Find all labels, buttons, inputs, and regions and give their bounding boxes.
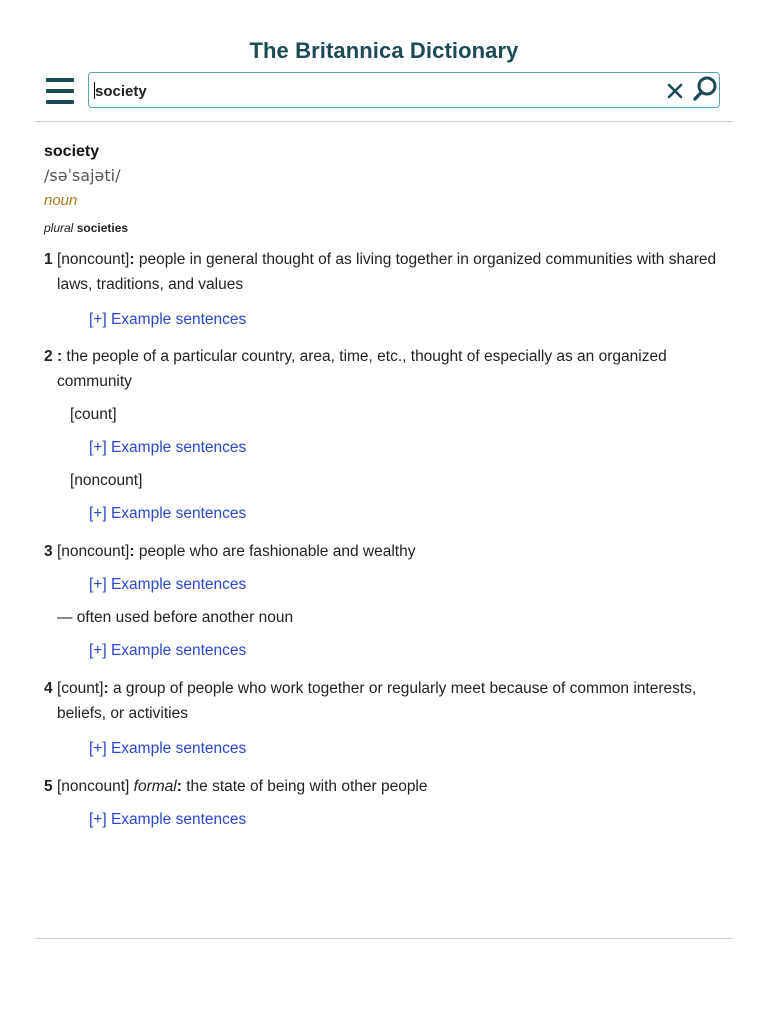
grammar-label: [count] [56,680,104,697]
sense-colon: : [176,778,182,795]
plural-form: societies [76,221,129,235]
grammar-label: [count] [70,406,117,423]
sense-number: 5 [44,778,53,795]
definition-3 [44,539,724,564]
sense-colon: : [56,348,63,365]
text-caret [94,82,95,99]
usage-note: — often used before another noun [57,609,294,626]
grammar-label: [noncount] [56,251,130,268]
sense-colon: : [129,251,135,268]
sense-number: 1 [44,251,53,268]
sense-colon: : [103,680,109,697]
style-label: formal [133,778,177,795]
definition-text: the state of being with other people [186,778,428,795]
sense-number: 4 [44,680,53,697]
grammar-label: [noncount] [56,543,130,560]
example-sentences-link[interactable]: [+] Example sentences [89,576,247,593]
sense-colon: : [129,543,135,560]
definition-5 [44,774,724,799]
example-sentences-link[interactable]: [+] Example sentences [89,811,247,828]
definition-1 [44,247,724,297]
pronunciation: /səˈsajəti/ [44,166,121,185]
sense-number: 2 [44,348,53,365]
app-title: The Britannica Dictionary [249,38,519,63]
footer-divider [35,938,733,939]
inflection [44,213,724,243]
menu-bar [46,89,74,93]
search-input[interactable] [93,76,657,106]
menu-bar [46,100,74,104]
clear-search-button[interactable] [664,78,688,102]
plural-label: plural [44,221,74,235]
definition-text: people in general thought of as living together in organized communities with shared laws, traditions, and values [57,251,717,293]
definition-text: the people of a particular country, area, time, etc., thought of especially as an organized community [57,348,667,390]
grammar-label: [noncount] [70,472,143,489]
hamburger-menu-icon [46,78,74,82]
headword: society [44,143,100,160]
example-sentences-link[interactable]: [+] Example sentences [89,642,247,659]
definition-2 [44,344,724,394]
dictionary-entry [44,141,724,832]
sense-number: 3 [44,543,53,560]
example-sentences-link[interactable]: [+] Example sentences [89,505,247,522]
definition-text: people who are fashionable and wealthy [138,543,416,560]
search-box [88,72,720,108]
header-divider [35,121,733,122]
menu-button[interactable] [46,78,74,104]
example-sentences-link[interactable]: [+] Example sentences [89,311,247,328]
part-of-speech: noun [44,192,78,209]
search-button[interactable] [691,74,719,104]
definition-4 [44,676,724,726]
definition-text: a group of people who work together or regularly meet because of common interests, beliefs, or activities [57,680,697,722]
example-sentences-link[interactable]: [+] Example sentences [89,439,247,456]
close-icon [664,78,688,102]
grammar-label: [noncount] [56,778,130,795]
example-sentences-link[interactable]: [+] Example sentences [89,740,247,757]
search-icon [691,74,719,104]
